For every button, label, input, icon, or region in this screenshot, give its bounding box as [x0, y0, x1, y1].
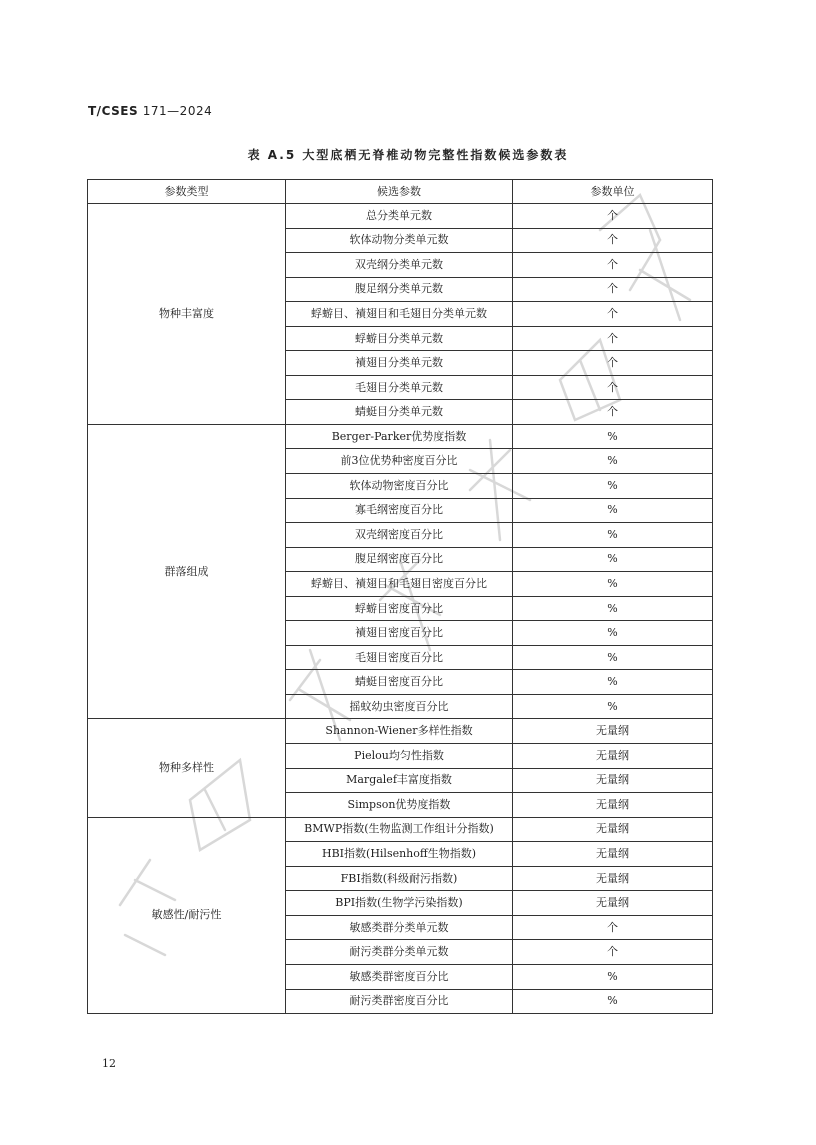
- unit-cell: 个: [513, 400, 713, 425]
- page-number: 12: [102, 1057, 116, 1070]
- parameter-cell: Shannon-Wiener多样性指数: [286, 719, 513, 744]
- unit-cell: %: [513, 989, 713, 1014]
- table-row: [88, 424, 713, 449]
- table-title: 表 A.5 大型底栖无脊椎动物完整性指数候选参数表: [247, 148, 569, 162]
- unit-cell: 个: [513, 326, 713, 351]
- unit-cell: 个: [513, 228, 713, 253]
- parameter-cell: 摇蚊幼虫密度百分比: [286, 694, 513, 719]
- unit-cell: 无量纲: [513, 866, 713, 891]
- parameter-cell: 敏感类群分类单元数: [286, 915, 513, 940]
- unit-cell: 个: [513, 277, 713, 302]
- unit-cell: %: [513, 474, 713, 499]
- parameter-cell: 前3位优势种密度百分比: [286, 449, 513, 474]
- parameter-cell: Pielou均匀性指数: [286, 744, 513, 769]
- parameter-cell: 襀翅目密度百分比: [286, 621, 513, 646]
- parameter-cell: Margalef丰富度指数: [286, 768, 513, 793]
- parameter-cell: Simpson优势度指数: [286, 793, 513, 818]
- document-code: [88, 104, 212, 118]
- parameter-cell: 腹足纲分类单元数: [286, 277, 513, 302]
- parameter-cell: 蜉蝣目、襀翅目和毛翅目分类单元数: [286, 302, 513, 327]
- unit-cell: 个: [513, 940, 713, 965]
- document-code-number: 171—2024: [142, 104, 213, 118]
- parameter-cell: 耐污类群密度百分比: [286, 989, 513, 1014]
- table-body: [88, 204, 713, 1014]
- unit-cell: %: [513, 964, 713, 989]
- parameter-cell: 蜻蜓目密度百分比: [286, 670, 513, 695]
- parameter-cell: 软体动物分类单元数: [286, 228, 513, 253]
- unit-cell: %: [513, 424, 713, 449]
- category-cell: 群落组成: [88, 424, 286, 719]
- unit-cell: 无量纲: [513, 842, 713, 867]
- parameter-cell: 腹足纲密度百分比: [286, 547, 513, 572]
- unit-cell: 个: [513, 351, 713, 376]
- parameter-cell: 耐污类群分类单元数: [286, 940, 513, 965]
- parameter-cell: 蜻蜓目分类单元数: [286, 400, 513, 425]
- parameter-cell: 襀翅目分类单元数: [286, 351, 513, 376]
- unit-cell: 个: [513, 204, 713, 229]
- unit-cell: 无量纲: [513, 891, 713, 916]
- parameter-cell: 毛翅目密度百分比: [286, 645, 513, 670]
- header-param-unit: 参数单位: [513, 180, 713, 204]
- parameter-cell: 双壳纲密度百分比: [286, 523, 513, 548]
- category-cell: 物种多样性: [88, 719, 286, 817]
- parameter-cell: 总分类单元数: [286, 204, 513, 229]
- candidate-parameters-table: [87, 179, 713, 1014]
- unit-cell: 无量纲: [513, 817, 713, 842]
- parameter-cell: FBI指数(科级耐污指数): [286, 866, 513, 891]
- unit-cell: 个: [513, 915, 713, 940]
- category-cell: 敏感性/耐污性: [88, 817, 286, 1013]
- unit-cell: %: [513, 523, 713, 548]
- unit-cell: 无量纲: [513, 793, 713, 818]
- unit-cell: %: [513, 449, 713, 474]
- unit-cell: %: [513, 572, 713, 597]
- document-code-prefix: T/CSES: [88, 104, 139, 118]
- parameter-cell: 双壳纲分类单元数: [286, 253, 513, 278]
- unit-cell: %: [513, 547, 713, 572]
- unit-cell: 个: [513, 302, 713, 327]
- parameter-cell: 蜉蝣目、襀翅目和毛翅目密度百分比: [286, 572, 513, 597]
- parameter-cell: 蜉蝣目分类单元数: [286, 326, 513, 351]
- header-candidate-param: 候选参数: [286, 180, 513, 204]
- unit-cell: 无量纲: [513, 719, 713, 744]
- parameter-cell: BMWP指数(生物监测工作组计分指数): [286, 817, 513, 842]
- unit-cell: 个: [513, 253, 713, 278]
- unit-cell: 个: [513, 375, 713, 400]
- table-row: [88, 817, 713, 842]
- unit-cell: %: [513, 670, 713, 695]
- parameter-cell: 软体动物密度百分比: [286, 474, 513, 499]
- unit-cell: 无量纲: [513, 744, 713, 769]
- table-row: [88, 719, 713, 744]
- parameter-cell: 敏感类群密度百分比: [286, 964, 513, 989]
- unit-cell: %: [513, 621, 713, 646]
- unit-cell: 无量纲: [513, 768, 713, 793]
- header-param-type: 参数类型: [88, 180, 286, 204]
- parameter-cell: 毛翅目分类单元数: [286, 375, 513, 400]
- parameter-cell: 蜉蝣目密度百分比: [286, 596, 513, 621]
- unit-cell: %: [513, 596, 713, 621]
- table-header-row: [88, 180, 713, 204]
- unit-cell: %: [513, 498, 713, 523]
- unit-cell: %: [513, 694, 713, 719]
- parameter-cell: HBI指数(Hilsenhoff生物指数): [286, 842, 513, 867]
- parameter-cell: BPI指数(生物学污染指数): [286, 891, 513, 916]
- parameter-cell: 寡毛纲密度百分比: [286, 498, 513, 523]
- parameter-cell: Berger-Parker优势度指数: [286, 424, 513, 449]
- unit-cell: %: [513, 645, 713, 670]
- category-cell: 物种丰富度: [88, 204, 286, 425]
- table-row: [88, 204, 713, 229]
